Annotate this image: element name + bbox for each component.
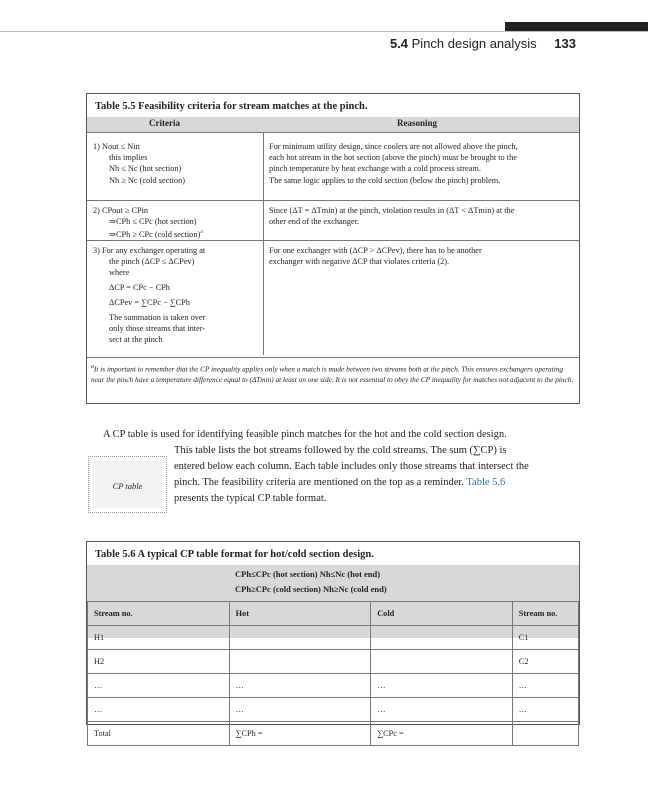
header-cell: Hot (229, 602, 371, 626)
paragraph-line: A CP table is used for identifying feasible pinch matches for the hot and the cold section design. (103, 429, 507, 440)
margin-note (88, 456, 167, 513)
header-rule (0, 31, 648, 32)
criteria-line: The summation is taken over (109, 313, 206, 323)
table-header-row (88, 602, 579, 626)
table-cell: Total (88, 722, 230, 746)
paragraph-text: pinch. The feasibility criteria are mentioned on the top as a reminder. (174, 477, 464, 488)
table-caption: Table 5.5 Feasibility criteria for stream matches at the pinch. (95, 101, 368, 112)
margin-note-text: CP table (112, 481, 143, 491)
table-cell: ∑CPh = (229, 722, 371, 746)
table-reference-link[interactable]: Table 5.6 (466, 477, 506, 488)
criteria-line: ⇒CPh ≤ CPc (hot section) (109, 217, 197, 227)
table-total-row (88, 722, 579, 746)
reasoning-header: Reasoning (397, 118, 438, 128)
reasoning-line: For minimum utility design, since coolers are not allowed above the pinch, (269, 142, 518, 151)
reasoning-line: For one exchanger with (ΔCP > ΔCPev), there has to be another (269, 246, 482, 255)
table-cell (512, 722, 578, 746)
table-5-5 (86, 93, 580, 404)
table-cell: C2 (512, 650, 578, 674)
table-row (88, 626, 579, 650)
paragraph-line: entered below each column. Each table includes only those streams that intersect the (174, 461, 529, 472)
header-cell: Cold (371, 602, 513, 626)
criteria-line: this implies (109, 153, 148, 163)
formula-line: ΔCP = CPc − CPh (109, 282, 170, 292)
table-cell: H1 (88, 626, 230, 650)
criteria-line: 3) For any exchanger operating at (93, 246, 206, 255)
criteria-line: 2) CPout ≥ CPin (93, 206, 149, 215)
criteria-reminder-2: CPh≥CPc (cold section) Nh≥Nc (cold end) (235, 584, 387, 594)
reasoning-line: The same logic applies to the cold section (below the pinch) problem. (269, 175, 501, 185)
table-cell: … (88, 674, 230, 698)
table-cell: … (229, 698, 371, 722)
row-divider (87, 200, 579, 201)
paragraph-line (174, 475, 505, 491)
table-header-row (87, 117, 579, 132)
running-header (390, 36, 576, 51)
criteria-line: where (109, 268, 130, 278)
table-cell: … (371, 674, 513, 698)
criteria-cell-3 (93, 245, 205, 346)
criteria-line: sect at the pinch (109, 335, 163, 345)
table-cell: … (512, 674, 578, 698)
criteria-line: 1) Nout ≤ Nin (93, 142, 140, 151)
criteria-cell-1 (93, 141, 185, 186)
reasoning-cell-2 (269, 205, 514, 227)
table-cell (229, 650, 371, 674)
criteria-header: Criteria (149, 118, 180, 128)
footnote-mark: a (91, 364, 94, 370)
criteria-cell-2 (93, 205, 203, 240)
table-cell: … (512, 698, 578, 722)
table-row (88, 698, 579, 722)
table-cell (371, 650, 513, 674)
table-5-6 (86, 541, 580, 738)
column-divider (263, 132, 264, 355)
criteria-reminder-1: CPh≤CPc (hot section) Nh≤Nc (hot end) (235, 569, 381, 579)
criteria-line: the pinch (ΔCP ≤ ΔCPev) (109, 257, 195, 267)
table-cell (371, 626, 513, 650)
table-caption: Table 5.6 A typical CP table format for hot/cold section design. (95, 549, 374, 560)
table-cell: … (88, 698, 230, 722)
table-cell: … (371, 698, 513, 722)
header-bar (505, 22, 648, 31)
reasoning-cell-3 (269, 245, 482, 267)
table-row (88, 674, 579, 698)
criteria-line: Nh ≥ Nc (cold section) (109, 175, 185, 185)
row-divider (87, 132, 579, 133)
table-cell: … (229, 674, 371, 698)
cp-table-grid (87, 601, 579, 746)
table-cell (229, 626, 371, 650)
footnote-mark: a (200, 229, 203, 236)
criteria-line: only those streams that inter- (109, 324, 206, 334)
criteria-line: ⇒CPh ≥ CPc (cold section) (109, 230, 201, 240)
paragraph-line: presents the typical CP table format. (174, 493, 327, 504)
reasoning-line: pinch temperature by heat exchange with a cold process stream. (269, 164, 481, 174)
criteria-line: Nh ≤ Nc (hot section) (109, 164, 182, 174)
reasoning-line: other end of the exchanger. (269, 217, 360, 227)
section-number: 5.4 (389, 36, 409, 51)
page-number: 133 (554, 36, 576, 51)
paragraph-line: This table lists the hot streams followed by the cold streams. The sum (∑CP) is (174, 445, 507, 456)
reasoning-line: each hot stream in the hot section (above the pinch) must be brought to the (269, 153, 517, 163)
table-cell: H2 (88, 650, 230, 674)
header-cell: Stream no. (88, 602, 230, 626)
reasoning-line: exchanger with negative ΔCP that violates criteria (2). (269, 257, 450, 267)
table-cell: ∑CPc = (371, 722, 513, 746)
table-cell: C1 (512, 626, 578, 650)
formula-line: ΔCPev = ∑CPc − ∑CPh (109, 297, 190, 307)
footnote-text: It is important to remember that the CP inequality applies only when a match is made between two streams both at the pinch. This ensures exchangers operating near the pinch have a temperature difference equal to (ΔTmin) at least on one side. It is not essential to obey the CP inequality for matches not adjacent to the pinch. (91, 364, 574, 385)
reasoning-cell-1 (269, 141, 518, 186)
header-cell: Stream no. (512, 602, 578, 626)
row-divider (87, 357, 579, 358)
table-row (88, 650, 579, 674)
reasoning-line: Since (ΔT = ΔTmin) at the pinch, violation results in (ΔT < ΔTmin) at the (269, 206, 515, 215)
table-footnote (91, 362, 575, 385)
section-title: Pinch design analysis (411, 36, 537, 51)
